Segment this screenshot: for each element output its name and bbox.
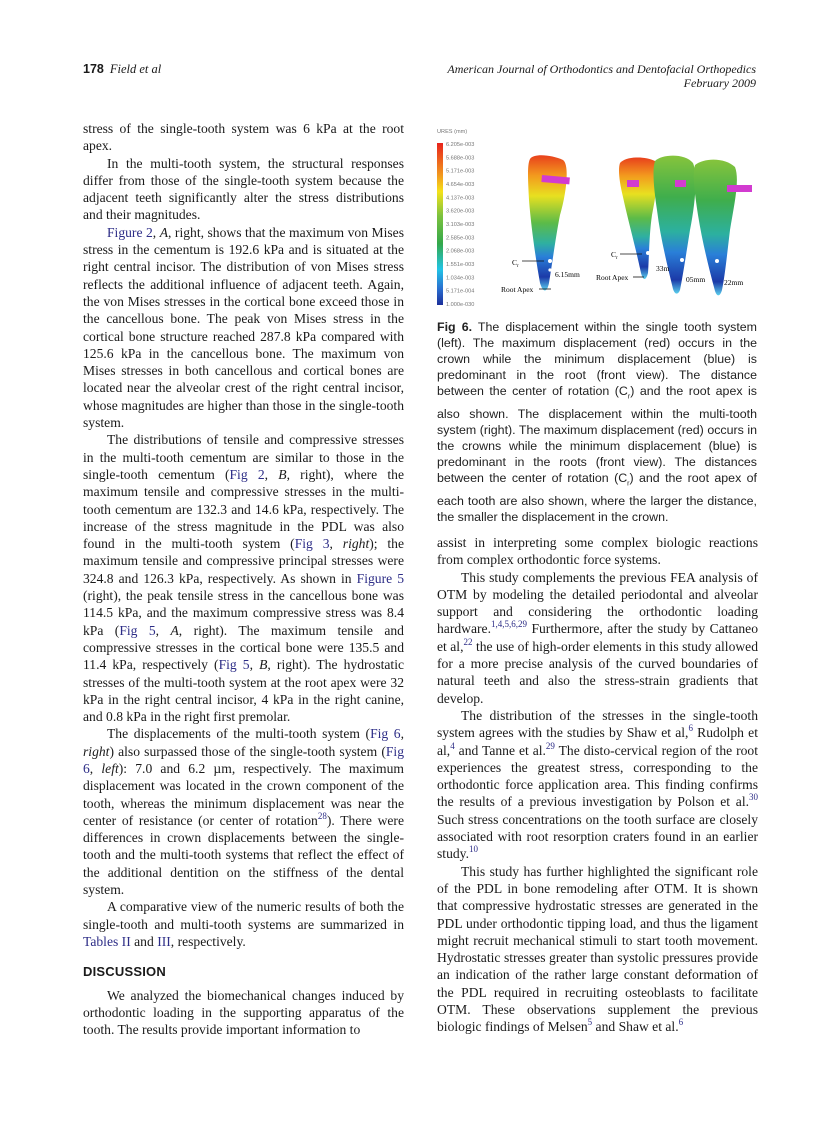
body-text: and Tanne et al.: [454, 742, 546, 758]
left-column: [83, 120, 404, 1038]
issue-date: February 2009: [683, 76, 756, 90]
italic-text: A: [170, 622, 179, 638]
paragraph: [437, 863, 758, 1036]
body-text: ,: [152, 224, 160, 240]
body-text: ,: [249, 657, 260, 673]
citation-superscript[interactable]: 10: [468, 844, 478, 855]
figure-reference-link[interactable]: Fig 3: [294, 536, 330, 552]
multi-distance-1: 33m: [656, 264, 670, 273]
legend-tick-label: 6.205e-003: [446, 142, 475, 148]
figure-6-displacement: [430, 125, 760, 310]
paragraph: [83, 725, 404, 898]
legend-title: URES (mm): [437, 129, 468, 135]
legend-tick-label: 1.034e-003: [446, 275, 475, 282]
body-text: Such stress concentrations on the tooth surface are closely associated with root resorption craters found in an earlier study.: [437, 811, 758, 862]
bracket-marker: [727, 185, 752, 192]
running-header-left: [83, 62, 161, 77]
paragraph: [437, 707, 758, 863]
italic-text: left: [101, 760, 119, 776]
figure-caption: [437, 319, 757, 525]
body-text: ,: [89, 760, 102, 776]
italic-text: right: [342, 536, 370, 552]
legend-tick-label: 3.103e-003: [446, 222, 475, 228]
legend-tick-label: 5.688e-003: [446, 155, 475, 162]
single-apex-label: Root Apex: [501, 285, 534, 294]
body-text: and Shaw et al.: [592, 1019, 679, 1035]
body-text: This study has further highlighted the significant role of the PDL in bone remodeling after OTM. It is shown that compressive hydrostatic stresses are generated in the PDL under orthodontic tipping load, and thus the ligament might recruit mechanical stimuli to start tooth movement. Hydrostatic stresses greater than systolic pressures provide an indication of the rather large constant deformation of the PDL required in recruiting osteoblasts to facilitate OTM. These observations supplement the previous biologic findings of Melsen: [437, 863, 758, 1035]
paragraph: [83, 987, 404, 1039]
body-text: assist in interpreting some complex biologic reactions from complex orthodontic force systems.: [437, 535, 758, 568]
apex-point: [548, 268, 551, 271]
body-text: and: [130, 933, 158, 949]
right-column: [437, 534, 758, 1036]
legend-tick-label: 2.068e-003: [446, 248, 475, 255]
cr-point: [548, 259, 552, 263]
caption-text: ) and the root apex of each tooth are also shown, where the larger the distance, the smaller the displacement in the crown.: [437, 471, 757, 524]
body-text: The distribution of the stresses in the single-tooth system agrees with the studies by Shaw et al,: [437, 707, 758, 741]
multi-apex-label: Root Apex: [596, 273, 629, 282]
authors: Field et al: [109, 62, 162, 76]
citation-superscript[interactable]: 6: [688, 723, 693, 734]
body-text: The disto-cervical region of the root experiences the greatest stress, corresponding to the orthodontic force application area. This finding confirms the results of a previous investigation by Polson et al.: [437, 742, 759, 810]
caption-subscript: r: [627, 393, 631, 401]
figure-reference-link[interactable]: Fig 5: [218, 657, 250, 673]
legend-tick-label: 5.171e-004: [446, 288, 475, 295]
body-text: , respectively.: [170, 933, 246, 949]
body-text: ,: [329, 536, 343, 552]
body-text: We analyzed the biomechanical changes induced by orthodontic loading in the supporting apparatus of the tooth. The results provide important information to: [83, 987, 404, 1038]
left-paragraphs: [83, 120, 404, 950]
legend-ticks: [446, 142, 474, 308]
caption-text: The displacement within the single tooth system (left). The maximum displacement (red) occurs in the crown while the minimum displacement (blue) is predominant in the root (front view). The distance between the center of rotation (C: [437, 320, 758, 399]
body-text: A comparative view of the numeric results of both the single-tooth and multi-tooth systems are summarized in: [83, 899, 404, 932]
body-text: ,: [155, 622, 171, 638]
italic-text: A: [159, 224, 169, 240]
italic-text: B: [259, 657, 268, 673]
paragraph: [437, 534, 758, 569]
figure-reference-link[interactable]: III: [157, 933, 171, 949]
body-text: ) also surpassed those of the single-tooth system (: [109, 743, 386, 759]
body-text: ,: [264, 466, 279, 482]
caption-text: ) and the root apex is also shown. The displacement within the multi-tooth system (right). The maximum displacement (red) occurs in the crowns while the minimum displacement (blue) is predominant in the roots (front view). The distances between the center of rotation (C: [437, 384, 757, 486]
body-text: Furthermore, after the study by Cattaneo et al,: [437, 621, 758, 654]
citation-superscript[interactable]: 5: [587, 1017, 593, 1028]
journal-name: American Journal of Orthodontics and Dentofacial Orthopedics: [447, 62, 756, 76]
body-text: The displacements of the multi-tooth system (: [107, 726, 371, 742]
bracket-marker: [675, 180, 686, 187]
figure-reference-link[interactable]: Fig 6: [370, 726, 401, 742]
multi-distance-3: 22mm: [724, 278, 744, 287]
caption-label: Fig 6.: [437, 320, 473, 334]
italic-text: right: [83, 743, 110, 759]
caption-subscript: r: [627, 480, 630, 488]
body-text: In the multi-tooth system, the structural responses differ from those of the single-tooth system because the adjacent teeth significantly alter the stress distributions and their magnitudes.: [83, 155, 404, 223]
multi-distance-2: 05mm: [686, 275, 706, 284]
legend-tick-label: 4.137e-003: [446, 195, 475, 202]
bracket-marker: [627, 180, 639, 187]
cr-point: [715, 259, 719, 263]
figure-reference-link[interactable]: Fig 2: [229, 466, 265, 482]
citation-superscript[interactable]: 22: [463, 636, 473, 647]
page-number: 178: [83, 62, 104, 76]
cr-point: [680, 258, 684, 262]
figure-reference-link[interactable]: Fig 6: [83, 743, 404, 776]
right-paragraphs: [437, 534, 758, 1036]
citation-superscript[interactable]: 4: [450, 740, 455, 751]
body-text: Rudolph et al,: [437, 725, 758, 758]
legend-tick-label: 1.551e-003: [446, 262, 475, 268]
multi-tooth-1: [619, 157, 657, 279]
citation-superscript[interactable]: 30: [749, 792, 758, 803]
discussion-paragraphs: [83, 987, 404, 1039]
paragraph: [437, 569, 758, 707]
legend-tick-label: 3.620e-003: [446, 208, 475, 215]
color-scale-bar: [437, 143, 443, 305]
body-text: ). There were differences in crown displacements between the single-tooth and the multi-tooth systems that reflect the effect of the additional dentition on the stiffness of the dental system.: [83, 812, 404, 898]
paragraph: [83, 431, 404, 725]
body-text: the use of high-order elements in this study allowed for a more precise analysis of the curved boundaries of natural teeth and also the stress-strain gradients that develop.: [437, 638, 759, 706]
body-text: This study complements the previous FEA analysis of OTM by modeling the detailed periodontal and alveolar support and considering the orthodontic loading hardware.: [437, 569, 758, 637]
paragraph: [83, 898, 404, 950]
body-text: , right). The hydrostatic stresses of the multi-tooth system at the root apex were 32 kPa in the right central incisor, 4 kPa in the right canine, and 0.8 kPa in the right first premolar.: [83, 657, 405, 725]
citation-superscript[interactable]: 6: [678, 1017, 684, 1028]
figure-reference-link[interactable]: Fig 5: [119, 622, 156, 638]
discussion-heading: DISCUSSION: [83, 964, 166, 980]
single-distance: 6.15mm: [555, 270, 580, 279]
cr-point: [646, 251, 650, 255]
legend-tick-label: 2.585e-003: [446, 235, 475, 242]
paragraph: [83, 120, 404, 155]
body-text: (right), the peak tensile stress in the cancellous bone was 114.5 kPa, and the maximum compressive stress was 8.4 kPa (: [83, 588, 404, 638]
italic-text: B: [278, 466, 287, 482]
running-header-right: [447, 62, 756, 90]
body-text: ); the maximum tensile and compressive principal stresses were 324.8 and 126.3 kPa, respectively. As shown in: [83, 536, 404, 586]
body-text: stress of the single-tooth system was 6 kPa at the root apex.: [83, 121, 404, 154]
paragraph: [83, 155, 404, 224]
citation-superscript[interactable]: 28: [317, 810, 327, 821]
single-cr-label: $C_r$: [512, 258, 519, 269]
multi-cr-label: $C_r$: [611, 250, 618, 261]
legend-tick-label: 4.654e-003: [446, 182, 475, 188]
body-text: , right), where the maximum tensile and compressive stresses in the multi-tooth cementum are 132.3 and 14.6 kPa, respectively. The increase of the stress magnitude in the PDL was also found in the multi-tooth system (: [83, 466, 404, 552]
figure-reference-link[interactable]: Figure 2: [107, 224, 153, 240]
body-text: , right, shows that the maximum von Mises stress in the cementum is 192.6 kPa and is situated at the right central incisor. The distribution of von Mises stress reflects the additional influence of adjacent teeth. Again, the von Mises stresses in the cortical bone exceed those in the cancellous bone. The peak von Mises stress in the cortical bone structure reached 287.8 kPa compared with 125.6 kPa in the cancellous bone. The maximum von Mises stresses in both cancellous and cortical bones are located near the alveolar crest of the right central incisor, whose magnitudes are higher than those in the single-tooth system.: [83, 224, 404, 431]
legend-tick-label: 5.171e-003: [446, 168, 475, 175]
body-text: ): 7.0 and 6.2 µm, respectively. The maximum displacement was located in the crown component of the tooth, whereas the minimum displacement was near the center of resistance (or center of rotation: [83, 760, 404, 828]
body-text: The distributions of tensile and compressive stresses in the multi-tooth cementum are similar to those in the single-tooth cementum (: [83, 432, 404, 482]
legend-tick-label: 1.000e-030: [446, 302, 475, 308]
body-text: ,: [400, 726, 404, 742]
figure-reference-link[interactable]: Figure 5: [356, 570, 404, 586]
figure-reference-link[interactable]: Tables II: [83, 933, 131, 949]
paragraph: [83, 224, 404, 432]
citation-superscript[interactable]: 1,4,5,6,29: [490, 619, 527, 630]
body-text: , right). The maximum tensile and compressive stresses in the cortical bone were 135.5 and 11.4 kPa, respectively (: [83, 622, 404, 673]
citation-superscript[interactable]: 29: [545, 740, 555, 751]
